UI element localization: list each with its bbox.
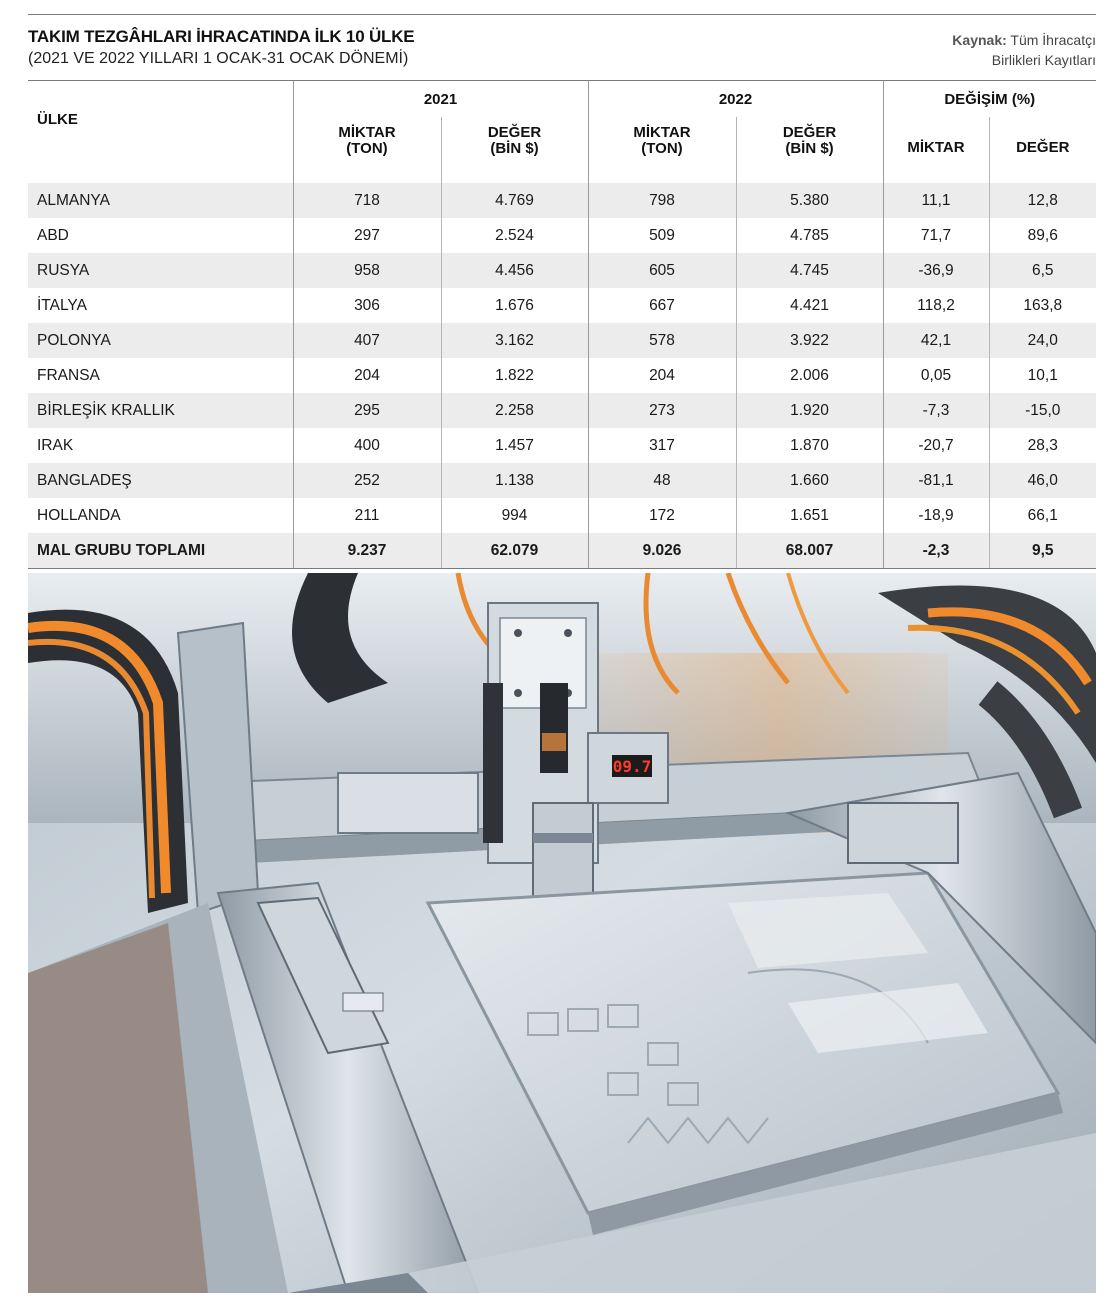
cell-val-2021: 1.457 bbox=[441, 428, 588, 463]
cell-qty-2022: 578 bbox=[588, 323, 736, 358]
cell-country: RUSYA bbox=[28, 253, 293, 288]
top-rule bbox=[28, 14, 1096, 15]
cell-change-qty: -2,3 bbox=[883, 533, 989, 569]
cell-qty-2021: 295 bbox=[293, 393, 441, 428]
cell-val-2021: 994 bbox=[441, 498, 588, 533]
cell-val-2022: 3.922 bbox=[736, 323, 883, 358]
cell-qty-2022: 798 bbox=[588, 183, 736, 218]
cell-change-qty: -81,1 bbox=[883, 463, 989, 498]
cell-change-val: 6,5 bbox=[989, 253, 1096, 288]
cell-val-2021: 4.456 bbox=[441, 253, 588, 288]
table-row bbox=[28, 288, 1096, 323]
cell-val-2022: 4.785 bbox=[736, 218, 883, 253]
cell-change-qty: -7,3 bbox=[883, 393, 989, 428]
cell-qty-2021: 306 bbox=[293, 288, 441, 323]
cell-change-qty: 71,7 bbox=[883, 218, 989, 253]
cell-val-2022: 1.651 bbox=[736, 498, 883, 533]
cell-val-2022: 2.006 bbox=[736, 358, 883, 393]
table-row bbox=[28, 358, 1096, 393]
cell-val-2022: 4.745 bbox=[736, 253, 883, 288]
cell-val-2022: 68.007 bbox=[736, 533, 883, 569]
cell-val-2021: 4.769 bbox=[441, 183, 588, 218]
export-table bbox=[28, 80, 1096, 569]
cell-change-val: -15,0 bbox=[989, 393, 1096, 428]
table-row bbox=[28, 498, 1096, 533]
export-table-wrap bbox=[28, 80, 1096, 569]
cell-change-val: 66,1 bbox=[989, 498, 1096, 533]
cell-qty-2022: 9.026 bbox=[588, 533, 736, 569]
header-change-qty: MİKTAR bbox=[883, 117, 989, 183]
cell-country: İTALYA bbox=[28, 288, 293, 323]
cell-qty-2022: 204 bbox=[588, 358, 736, 393]
header-val-2022: DEĞER (BİN $) bbox=[736, 117, 883, 183]
cell-val-2021: 62.079 bbox=[441, 533, 588, 569]
cell-qty-2021: 204 bbox=[293, 358, 441, 393]
cell-val-2022: 1.920 bbox=[736, 393, 883, 428]
source-line-2: Birlikleri Kayıtları bbox=[991, 52, 1096, 68]
cell-country: IRAK bbox=[28, 428, 293, 463]
header-country: ÜLKE bbox=[28, 81, 293, 184]
cell-change-val: 12,8 bbox=[989, 183, 1096, 218]
cell-change-qty: -20,7 bbox=[883, 428, 989, 463]
cell-change-qty: -18,9 bbox=[883, 498, 989, 533]
display-readout: 09.7 bbox=[612, 757, 652, 776]
table-row bbox=[28, 183, 1096, 218]
cell-val-2021: 1.138 bbox=[441, 463, 588, 498]
table-row bbox=[28, 253, 1096, 288]
cell-country: BİRLEŞİK KRALLIK bbox=[28, 393, 293, 428]
cell-change-val: 46,0 bbox=[989, 463, 1096, 498]
cell-qty-2021: 9.237 bbox=[293, 533, 441, 569]
cell-qty-2021: 211 bbox=[293, 498, 441, 533]
cell-qty-2021: 958 bbox=[293, 253, 441, 288]
cell-country: ABD bbox=[28, 218, 293, 253]
table-row bbox=[28, 393, 1096, 428]
cell-qty-2021: 400 bbox=[293, 428, 441, 463]
cell-change-val: 10,1 bbox=[989, 358, 1096, 393]
source-line-1: Tüm İhracatçı bbox=[1010, 32, 1096, 48]
cell-change-qty: 118,2 bbox=[883, 288, 989, 323]
table-total-row bbox=[28, 533, 1096, 569]
page-subtitle: (2021 VE 2022 YILLARI 1 OCAK-31 OCAK DÖNEMİ) bbox=[28, 50, 409, 67]
cell-change-val: 89,6 bbox=[989, 218, 1096, 253]
cell-val-2021: 2.524 bbox=[441, 218, 588, 253]
cell-change-qty: 42,1 bbox=[883, 323, 989, 358]
cell-country: BANGLADEŞ bbox=[28, 463, 293, 498]
cell-change-val: 163,8 bbox=[989, 288, 1096, 323]
table-body bbox=[28, 183, 1096, 569]
cell-val-2022: 1.870 bbox=[736, 428, 883, 463]
cell-val-2021: 1.822 bbox=[441, 358, 588, 393]
page-title: TAKIM TEZGÂHLARI İHRACATINDA İLK 10 ÜLKE bbox=[28, 27, 415, 46]
cell-change-val: 9,5 bbox=[989, 533, 1096, 569]
cell-country: HOLLANDA bbox=[28, 498, 293, 533]
cell-qty-2022: 667 bbox=[588, 288, 736, 323]
cell-val-2022: 5.380 bbox=[736, 183, 883, 218]
cell-qty-2021: 718 bbox=[293, 183, 441, 218]
cell-change-val: 28,3 bbox=[989, 428, 1096, 463]
header-year-2021: 2021 bbox=[293, 81, 588, 118]
cell-qty-2022: 317 bbox=[588, 428, 736, 463]
header-change-val: DEĞER bbox=[989, 117, 1096, 183]
header-qty-2021: MİKTAR (TON) bbox=[293, 117, 441, 183]
cell-val-2021: 1.676 bbox=[441, 288, 588, 323]
header-val-2021: DEĞER (BİN $) bbox=[441, 117, 588, 183]
cell-qty-2022: 48 bbox=[588, 463, 736, 498]
cell-qty-2022: 509 bbox=[588, 218, 736, 253]
cell-val-2021: 2.258 bbox=[441, 393, 588, 428]
cell-country: MAL GRUBU TOPLAMI bbox=[28, 533, 293, 569]
table-row bbox=[28, 428, 1096, 463]
cell-qty-2021: 297 bbox=[293, 218, 441, 253]
cell-val-2022: 4.421 bbox=[736, 288, 883, 323]
header-change: DEĞİŞİM (%) bbox=[883, 81, 1096, 118]
cell-country: FRANSA bbox=[28, 358, 293, 393]
cell-val-2022: 1.660 bbox=[736, 463, 883, 498]
cell-change-qty: -36,9 bbox=[883, 253, 989, 288]
cell-country: POLONYA bbox=[28, 323, 293, 358]
cell-qty-2021: 407 bbox=[293, 323, 441, 358]
cell-change-qty: 11,1 bbox=[883, 183, 989, 218]
header-qty-2022: MİKTAR (TON) bbox=[588, 117, 736, 183]
cell-qty-2022: 273 bbox=[588, 393, 736, 428]
cell-qty-2021: 252 bbox=[293, 463, 441, 498]
cell-country: ALMANYA bbox=[28, 183, 293, 218]
cell-change-qty: 0,05 bbox=[883, 358, 989, 393]
table-row bbox=[28, 323, 1096, 358]
cell-qty-2022: 605 bbox=[588, 253, 736, 288]
cell-qty-2022: 172 bbox=[588, 498, 736, 533]
source-label: Kaynak: bbox=[952, 32, 1007, 48]
source-note bbox=[796, 30, 1096, 70]
table-row bbox=[28, 218, 1096, 253]
cell-val-2021: 3.162 bbox=[441, 323, 588, 358]
header-year-2022: 2022 bbox=[588, 81, 883, 118]
table-row bbox=[28, 463, 1096, 498]
machine-photo bbox=[28, 573, 1096, 1293]
cell-change-val: 24,0 bbox=[989, 323, 1096, 358]
